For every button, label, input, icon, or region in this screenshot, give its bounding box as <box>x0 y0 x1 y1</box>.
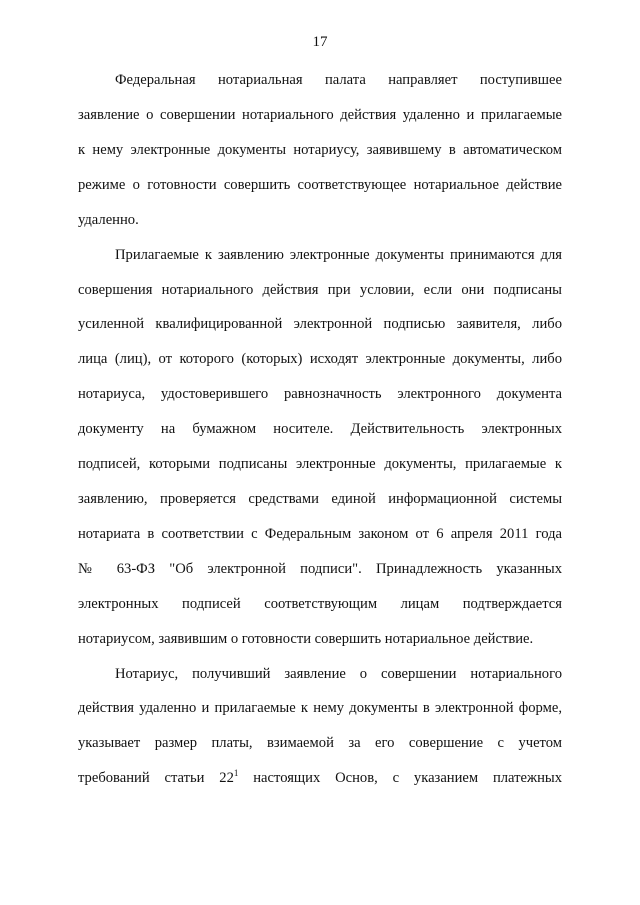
text-line: нотариата в соответствии с Федеральным законом от 6 апреля 2011 года <box>78 526 562 542</box>
page-number: 17 <box>312 34 328 50</box>
text-line: удаленно. <box>78 212 139 228</box>
text-line: заявлению, проверяется средствами единой информационной системы <box>78 491 562 507</box>
text-line: совершения нотариального действия при условии, если они подписаны <box>78 282 562 298</box>
text-line: режиме о готовности совершить соответствующее нотариальное действие <box>78 177 562 193</box>
superscript: 1 <box>233 768 239 778</box>
text-line: Прилагаемые к заявлению электронные документы принимаются для <box>115 247 562 263</box>
text-line: указывает размер платы, взимаемой за его совершение с учетом <box>78 735 562 751</box>
text-line: действия удаленно и прилагаемые к нему документы в электронной форме, <box>78 700 562 716</box>
text-line: Федеральная нотариальная палата направляет поступившее <box>115 72 562 88</box>
text-segment: требований статьи 22 <box>78 770 234 786</box>
text-line: усиленной квалифицированной электронной подписью заявителя, либо <box>78 316 562 332</box>
text-line: Нотариус, получивший заявление о совершении нотариального <box>115 666 562 682</box>
text-line: к нему электронные документы нотариусу, заявившему в автоматическом <box>78 142 562 158</box>
text-line: лица (лиц), от которого (которых) исходят электронные документы, либо <box>78 351 562 367</box>
text-line-with-superscript <box>78 769 562 787</box>
text-line: нотариусом, заявившим о готовности совершить нотариальное действие. <box>78 631 534 647</box>
text-segment: настоящих Основ, с указанием платежных <box>238 770 563 786</box>
text-line: электронных подписей соответствующим лицам подтверждается <box>78 596 562 612</box>
text-line: № 63-ФЗ "Об электронной подписи". Принадлежность указанных <box>78 561 562 577</box>
text-line: нотариуса, удостоверившего равнозначность электронного документа <box>78 386 562 402</box>
text-line: подписей, которыми подписаны электронные документы, прилагаемые к <box>78 456 562 472</box>
text-line: заявление о совершении нотариального действия удаленно и прилагаемые <box>78 107 562 123</box>
text-line: документу на бумажном носителе. Действительность электронных <box>78 421 562 437</box>
